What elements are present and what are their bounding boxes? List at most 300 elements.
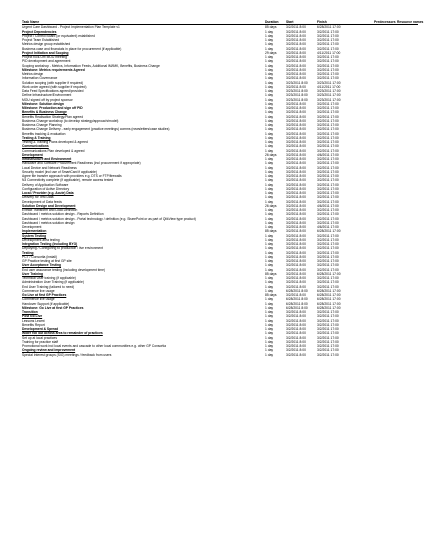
- start-cell: 6/28/2011 8:00: [286, 301, 308, 306]
- start-cell: 3/2/2011 8:00: [286, 110, 306, 115]
- finish-cell: 6/28/2011 17:00: [317, 288, 341, 293]
- start-cell: 3/2/2011 8:00: [286, 46, 306, 51]
- task-name-cell: GP Practice testing at first GP site: [22, 259, 72, 263]
- finish-cell: 3/2/2011 17:00: [317, 29, 339, 34]
- task-name-cell: Delivery for Test Data: [22, 195, 54, 200]
- finish-cell: 3/2/2011 17:00: [317, 267, 339, 272]
- finish-cell: 6/28/2011 17:00: [317, 297, 341, 302]
- finish-cell: 3/2/2011 17:00: [317, 310, 339, 314]
- start-cell: 3/2/2011 8:00: [286, 220, 306, 225]
- finish-cell: 3/2/2011 17:00: [317, 242, 339, 246]
- finish-cell: 3/2/2011 17:00: [317, 339, 339, 344]
- start-cell: 3/23/2011 8:00: [286, 93, 308, 98]
- task-name-cell: Set up at local practices: [22, 335, 58, 340]
- duration-cell: 1 day: [265, 288, 274, 293]
- duration-cell: 1 day: [265, 237, 274, 242]
- task-name-cell: Metrics design group established: [22, 42, 71, 47]
- start-cell: 3/2/2011 8:00: [286, 229, 306, 234]
- finish-cell: 3/2/2011 17:00: [317, 114, 339, 119]
- duration-cell: 1 day: [265, 165, 274, 170]
- task-name-cell: Local / Provider (e.g. Acute) Data: [22, 191, 74, 195]
- task-name-cell: PCT / Consortia (install): [22, 254, 57, 259]
- task-name-cell: Implementation: [22, 229, 47, 234]
- duration-cell: 1 day: [265, 169, 274, 174]
- duration-cell: 1 day: [265, 46, 274, 51]
- finish-cell: 3/2/2011 17:00: [317, 131, 339, 136]
- finish-cell: 3/2/2011 17:00: [317, 280, 339, 285]
- start-cell: 3/2/2011 8:00: [286, 59, 306, 64]
- task-name-cell: Testing & Training Plans developed & agreed: [22, 140, 88, 144]
- task-name-cell: End User Training (tailored to need): [22, 284, 75, 289]
- duration-cell: 1 day: [265, 318, 274, 323]
- start-cell: 3/2/2011 8:00: [286, 276, 306, 280]
- duration-cell: 1 day: [265, 80, 274, 85]
- duration-cell: 1 day: [265, 118, 274, 123]
- start-cell: 3/2/2011 8:00: [286, 246, 306, 251]
- start-cell: 3/2/2011 8:00: [286, 131, 306, 136]
- task-name-cell: Commence live usage: [22, 288, 55, 293]
- task-name-cell: Communications: [22, 144, 49, 149]
- task-name-cell: Development: [22, 152, 43, 157]
- task-name-cell: Delivery of Application Software: [22, 182, 69, 187]
- task-name-cell: Project Initiation and Scoping: [22, 50, 69, 55]
- duration-cell: 1 day: [265, 339, 274, 344]
- start-cell: 3/2/2011 8:00: [286, 271, 306, 276]
- start-cell: 3/23/2011 8:00: [286, 80, 308, 85]
- start-cell: 3/2/2011 8:00: [286, 344, 306, 348]
- duration-cell: 1 day: [265, 93, 274, 98]
- duration-cell: 1 day: [265, 131, 274, 136]
- task-name-cell: User Training: [22, 271, 44, 276]
- finish-cell: 3/2/2011 17:00: [317, 148, 339, 153]
- finish-cell: 3/2/2011 17:00: [317, 208, 339, 212]
- finish-cell: 3/2/2011 17:00: [317, 254, 339, 259]
- duration-cell: 1 day: [265, 267, 274, 272]
- finish-cell: 3/2/2011 17:00: [317, 165, 339, 170]
- duration-cell: 1 day: [265, 242, 274, 246]
- task-name-cell: Local Device and Network Readiness: [22, 165, 77, 170]
- finish-cell: 4/11/2011 17:00: [317, 84, 341, 89]
- duration-cell: 29 days: [265, 50, 277, 55]
- start-cell: 3/23/2011 8:00: [286, 89, 308, 93]
- duration-cell: 1 day: [265, 195, 274, 200]
- finish-cell: 6/28/2011 17:00: [317, 229, 341, 234]
- task-name-cell: Extract Transform and Load Definition: [22, 208, 78, 212]
- duration-cell: 1 day: [265, 297, 274, 302]
- start-cell: 3/2/2011 8:00: [286, 242, 306, 246]
- duration-cell: 85 days: [265, 293, 277, 297]
- start-cell: 3/2/2011 8:00: [286, 135, 306, 140]
- task-name-cell: Testing: [22, 250, 34, 255]
- task-name-cell: Technical User training (if applicable): [22, 276, 76, 280]
- duration-cell: 1 day: [265, 67, 274, 72]
- duration-cell: 1 day: [265, 335, 274, 340]
- duration-cell: 1 day: [265, 157, 274, 161]
- duration-cell: 1 day: [265, 199, 274, 204]
- duration-cell: 1 day: [265, 216, 274, 221]
- duration-cell: 85 days: [265, 25, 277, 30]
- duration-cell: 1 day: [265, 33, 274, 38]
- task-name-cell: Training for practice staff: [22, 339, 59, 344]
- duration-cell: 1 day: [265, 212, 274, 217]
- start-cell: 3/2/2011 8:00: [286, 101, 306, 106]
- finish-cell: 6/28/2011 17:00: [317, 25, 341, 30]
- task-name-cell: Development area testing: [22, 237, 60, 242]
- duration-cell: 1 day: [265, 310, 274, 314]
- duration-cell: 1 day: [265, 59, 274, 64]
- column-header-resource-names: Resource names: [397, 20, 424, 24]
- duration-cell: 1 day: [265, 144, 274, 149]
- task-name-cell: Milestone: Go Live at first GP Practices: [22, 305, 84, 310]
- finish-cell: 3/2/2011 17:00: [317, 212, 339, 217]
- task-name-cell: Define Infrastructure/Environment: [22, 93, 72, 98]
- duration-cell: 1 day: [265, 254, 274, 259]
- start-cell: 6/28/2011 8:00: [286, 305, 308, 310]
- start-cell: 3/2/2011 8:00: [286, 331, 306, 336]
- duration-cell: 1 day: [265, 110, 274, 115]
- task-name-cell: Special Interest groups (SIG) meetings / feedback from users: [22, 352, 112, 357]
- task-name-cell: Development & Spread: [22, 327, 59, 331]
- project-plan-table: [22, 20, 424, 357]
- task-name-cell: Business Change workshop (to develop strategy/approach/model): [22, 118, 119, 123]
- column-header-task-name: Task Name: [22, 20, 40, 24]
- duration-cell: 1 day: [265, 233, 274, 238]
- finish-cell: 4/6/2011 17:00: [317, 152, 339, 157]
- start-cell: 3/2/2011 8:00: [286, 263, 306, 268]
- duration-cell: 1 day: [265, 114, 274, 119]
- task-name-cell: Post Go Live: [22, 314, 43, 319]
- task-name-cell: Go Live at first GP Practices: [22, 293, 67, 297]
- start-cell: 3/2/2011 8:00: [286, 280, 306, 285]
- duration-cell: 1 day: [265, 280, 274, 285]
- start-cell: 3/2/2011 8:00: [286, 148, 306, 153]
- finish-cell: 3/2/2011 17:00: [317, 220, 339, 225]
- column-header-finish: Finish: [317, 20, 327, 24]
- duration-cell: 1 day: [265, 314, 274, 319]
- start-cell: 6/28/2011 8:00: [286, 288, 308, 293]
- start-cell: 3/2/2011 8:00: [286, 63, 306, 68]
- finish-cell: 3/2/2011 17:00: [317, 67, 339, 72]
- finish-cell: 6/28/2011 17:00: [317, 293, 341, 297]
- start-cell: 3/2/2011 8:00: [286, 216, 306, 221]
- duration-cell: 1 day: [265, 191, 274, 195]
- finish-cell: 3/2/2011 17:00: [317, 335, 339, 340]
- task-name-cell: End user assurance testing (including development time): [22, 267, 106, 272]
- finish-cell: 3/23/2011 17:00: [317, 93, 341, 98]
- start-cell: 3/2/2011 8:00: [286, 259, 306, 263]
- task-name-cell: Project Kick-Off/ MOU meeting: [22, 55, 68, 59]
- finish-cell: 3/2/2011 17:00: [317, 195, 339, 200]
- duration-cell: 1 day: [265, 97, 274, 102]
- start-cell: 3/2/2011 8:00: [286, 339, 306, 344]
- duration-cell: 1 day: [265, 174, 274, 178]
- finish-cell: 3/2/2011 17:00: [317, 259, 339, 263]
- finish-cell: 3/2/2011 17:00: [317, 157, 339, 161]
- finish-cell: 3/2/2011 17:00: [317, 186, 339, 191]
- start-cell: 3/2/2011 8:00: [286, 318, 306, 323]
- task-name-cell: Data Feed Specifications agreed/provided: [22, 89, 84, 93]
- task-name-cell: Benefits Report: [22, 322, 45, 327]
- task-name-cell: Project Dependencies: [22, 29, 57, 34]
- start-cell: 6/28/2011 8:00: [286, 297, 308, 302]
- start-cell: 3/2/2011 8:00: [286, 293, 306, 297]
- task-name-cell: Development of Data feeds: [22, 199, 62, 204]
- task-name-cell: Metrics design: [22, 72, 44, 76]
- task-name-cell: Business Change Delivery - early engagement (practice meetings) comms (newsletters/case studies): [22, 127, 170, 132]
- finish-cell: 3/2/2011 17:00: [317, 263, 339, 268]
- finish-cell: 3/2/2011 17:00: [317, 140, 339, 144]
- task-name-cell: Project Team Established: [22, 38, 60, 42]
- task-name-cell: N3 Connectivity complete (if applicable), remote access tested: [22, 178, 114, 183]
- finish-cell: 3/2/2011 17:00: [317, 59, 339, 64]
- duration-cell: 1 day: [265, 42, 274, 47]
- start-cell: 3/2/2011 8:00: [286, 38, 306, 42]
- finish-cell: 3/2/2011 17:00: [317, 135, 339, 140]
- finish-cell: 3/2/2011 17:00: [317, 118, 339, 123]
- task-name-cell: Business Change Planning: [22, 123, 62, 127]
- duration-cell: 1 day: [265, 106, 274, 110]
- start-cell: 3/2/2011 8:00: [286, 237, 306, 242]
- finish-cell: 3/2/2011 17:00: [317, 246, 339, 251]
- table-body: [22, 25, 418, 357]
- task-name-cell: Scoping workshop - Metrics, Information Feeds, Additional IM/IMK, Benefits, Business Change: [22, 63, 160, 68]
- start-cell: 3/2/2011 8:00: [286, 335, 306, 340]
- finish-cell: 3/2/2011 17:00: [317, 46, 339, 51]
- start-cell: 3/2/2011 8:00: [286, 182, 306, 187]
- finish-cell: 4/6/2011 17:00: [317, 203, 339, 208]
- finish-cell: 3/2/2011 17:00: [317, 144, 339, 149]
- finish-cell: 3/2/2011 17:00: [317, 314, 339, 319]
- task-name-cell: Milestone: Production and sign off PID: [22, 106, 83, 110]
- duration-cell: 1 day: [265, 84, 274, 89]
- task-name-cell: User Acceptance Testing: [22, 263, 62, 268]
- start-cell: 3/2/2011 8:00: [286, 174, 306, 178]
- duration-cell: 85 days: [265, 229, 277, 234]
- start-cell: 3/2/2011 8:00: [286, 208, 306, 212]
- duration-cell: 1 day: [265, 72, 274, 76]
- finish-cell: 3/2/2011 17:00: [317, 216, 339, 221]
- start-cell: 3/2/2011 8:00: [286, 169, 306, 174]
- start-cell: 3/2/2011 8:00: [286, 186, 306, 191]
- duration-cell: 1 day: [265, 348, 274, 353]
- finish-cell: 3/2/2011 17:00: [317, 318, 339, 323]
- start-cell: 3/2/2011 8:00: [286, 225, 306, 229]
- task-name-cell: Hardware and Software Procurement Readiness (incl procurement if appropriate): [22, 161, 141, 166]
- task-name-cell: Deploying / Configuring to production / live environment: [22, 246, 104, 251]
- start-cell: 3/2/2011 8:00: [286, 199, 306, 204]
- start-cell: 3/2/2011 8:00: [286, 55, 306, 59]
- finish-cell: 3/2/2011 17:00: [317, 327, 339, 331]
- task-name-cell: Benefits & Business Change: [22, 110, 67, 115]
- start-cell: 3/2/2011 8:00: [286, 352, 306, 357]
- duration-cell: 1 day: [265, 276, 274, 280]
- start-cell: 3/2/2011 8:00: [286, 191, 306, 195]
- finish-cell: 3/2/2011 17:00: [317, 161, 339, 166]
- start-cell: 3/2/2011 8:00: [286, 118, 306, 123]
- duration-cell: 1 day: [265, 301, 274, 306]
- task-name-cell: Promotional work incl local events and cascade to other local communities e.g. other GP Consortia: [22, 344, 166, 348]
- duration-cell: 1 day: [265, 135, 274, 140]
- duration-cell: 1 day: [265, 161, 274, 166]
- duration-cell: 1 day: [265, 284, 274, 289]
- finish-cell: 3/2/2011 17:00: [317, 76, 339, 81]
- start-cell: 3/2/2011 8:00: [286, 233, 306, 238]
- finish-cell: 3/2/2011 17:00: [317, 33, 339, 38]
- start-cell: 3/2/2011 8:00: [286, 114, 306, 119]
- finish-cell: 6/28/2011 17:00: [317, 271, 341, 276]
- task-name-cell: Solution Design and Development: [22, 203, 76, 208]
- start-cell: 3/2/2011 8:00: [286, 161, 306, 166]
- start-cell: 3/2/2011 8:00: [286, 42, 306, 47]
- task-name-cell: Dashboard / metrics solution design: [22, 220, 75, 225]
- finish-cell: 3/2/2011 17:00: [317, 72, 339, 76]
- finish-cell: 3/2/2011 17:00: [317, 276, 339, 280]
- task-name-cell: Dashboard / metrics solution design - Reports Definition: [22, 212, 104, 217]
- finish-cell: 3/2/2011 17:00: [317, 250, 339, 255]
- duration-cell: 26 days: [265, 203, 277, 208]
- finish-cell: 3/2/2011 17:00: [317, 284, 339, 289]
- start-cell: 3/2/2011 8:00: [286, 29, 306, 34]
- start-cell: 3/2/2011 8:00: [286, 322, 306, 327]
- task-name-cell: Handover Support (if applicable): [22, 301, 70, 306]
- start-cell: 3/2/2011 8:00: [286, 72, 306, 76]
- column-header-predecessors: Predecessors: [374, 20, 396, 24]
- task-name-cell: Benefits Realisation Strategy/Plan agreed: [22, 114, 84, 119]
- finish-cell: 3/2/2011 17:00: [317, 169, 339, 174]
- task-name-cell: Solution scoping (with supplier if required): [22, 80, 84, 85]
- duration-cell: 1 day: [265, 186, 274, 191]
- task-name-cell: Development: [22, 225, 42, 229]
- finish-cell: 3/2/2011 17:00: [317, 182, 339, 187]
- finish-cell: 3/2/2011 17:00: [317, 331, 339, 336]
- task-name-cell: Milestone: Solution design: [22, 101, 64, 106]
- start-cell: 3/2/2011 8:00: [286, 127, 306, 132]
- finish-cell: 3/2/2011 17:00: [317, 42, 339, 47]
- task-name-cell: Administration User Training (if applicable): [22, 280, 84, 285]
- duration-cell: 1 day: [265, 76, 274, 81]
- duration-cell: 1 day: [265, 127, 274, 132]
- start-cell: 3/2/2011 8:00: [286, 314, 306, 319]
- duration-cell: 1 day: [265, 322, 274, 327]
- task-name-cell: Dashboard / metrics solution design - Portal technology / definition (e.g. SharePoint or as part of QlikView type product): [22, 216, 196, 221]
- start-cell: 3/23/2011 8:00: [286, 97, 308, 102]
- start-cell: 3/2/2011 8:00: [286, 76, 306, 81]
- start-cell: 3/2/2011 8:00: [286, 212, 306, 217]
- start-cell: 3/2/2011 8:00: [286, 25, 306, 30]
- duration-cell: 1 day: [265, 246, 274, 251]
- finish-cell: 3/2/2011 17:00: [317, 101, 339, 106]
- start-cell: 3/2/2011 8:00: [286, 165, 306, 170]
- finish-cell: 3/2/2011 17:00: [317, 110, 339, 115]
- finish-cell: 3/2/2011 17:00: [317, 127, 339, 132]
- start-cell: 3/2/2011 8:00: [286, 348, 306, 353]
- task-name-cell: Configuration of Active Directory: [22, 186, 70, 191]
- finish-cell: 3/2/2011 17:00: [317, 106, 339, 110]
- duration-cell: 1 day: [265, 123, 274, 127]
- task-name-cell: Commence live usage: [22, 297, 55, 302]
- task-name-cell: Business case and financials in place for procurement (if applicable): [22, 46, 122, 51]
- duration-cell: 1 day: [265, 140, 274, 144]
- finish-cell: 6/28/2011 17:00: [317, 305, 341, 310]
- start-cell: 3/2/2011 8:00: [286, 140, 306, 144]
- task-name-cell: Urgent Care Dashboard - Project Implementation Plan Template v1: [22, 25, 120, 30]
- duration-cell: 1 day: [265, 220, 274, 225]
- task-name-cell: Information Governance: [22, 76, 58, 81]
- task-name-cell: Infrastructure and Environment: [22, 157, 72, 161]
- task-name-cell: Milestone: Metrics requirements Agreed: [22, 67, 85, 72]
- start-cell: 3/2/2011 8:00: [286, 67, 306, 72]
- column-header-start: Start: [286, 20, 294, 24]
- task-name-cell: Lessons Learnt: [22, 318, 45, 323]
- start-cell: 3/2/2011 8:00: [286, 195, 306, 200]
- start-cell: 3/2/2011 8:00: [286, 152, 306, 157]
- start-cell: 3/2/2011 8:00: [286, 267, 306, 272]
- finish-cell: 3/23/2011 17:00: [317, 97, 341, 102]
- duration-cell: 1 day: [265, 327, 274, 331]
- duration-cell: 1 day: [265, 63, 274, 68]
- finish-cell: 3/2/2011 17:00: [317, 174, 339, 178]
- finish-cell: 3/2/2011 17:00: [317, 191, 339, 195]
- duration-cell: 1 day: [265, 208, 274, 212]
- task-name-cell: System Testing: [22, 233, 47, 238]
- start-cell: 3/2/2011 8:00: [286, 284, 306, 289]
- finish-cell: 4/11/2011 17:00: [317, 50, 341, 55]
- column-header-duration: Duration: [265, 20, 279, 24]
- task-name-cell: Testing & Training: [22, 135, 51, 140]
- duration-cell: 1 day: [265, 178, 274, 183]
- finish-cell: 3/2/2011 17:00: [317, 352, 339, 357]
- task-name-cell: Ongoing review and improvement: [22, 348, 76, 353]
- task-name-cell: Work order agreed (with supplier if required): [22, 84, 87, 89]
- duration-cell: 1 day: [265, 55, 274, 59]
- duration-cell: 1 day: [265, 263, 274, 268]
- finish-cell: 3/23/2011 17:00: [317, 80, 341, 85]
- task-name-cell: PID development and agreement: [22, 59, 71, 64]
- duration-cell: 26 days: [265, 152, 277, 157]
- finish-cell: 3/2/2011 17:00: [317, 322, 339, 327]
- start-cell: 3/2/2011 8:00: [286, 144, 306, 149]
- duration-cell: 1 day: [265, 38, 274, 42]
- start-cell: 3/2/2011 8:00: [286, 250, 306, 255]
- duration-cell: 1 day: [265, 29, 274, 34]
- duration-cell: 1 day: [265, 305, 274, 310]
- task-name-cell: Transition: [22, 310, 38, 314]
- duration-cell: 1 day: [265, 148, 274, 153]
- start-cell: 3/2/2011 8:00: [286, 178, 306, 183]
- task-name-cell: Integration Testing (Including BYO): [22, 242, 78, 246]
- finish-cell: 4/6/2011 17:00: [317, 225, 339, 229]
- start-cell: 3/2/2011 8:00: [286, 157, 306, 161]
- finish-cell: 3/2/2011 17:00: [317, 178, 339, 183]
- finish-cell: 3/2/2011 17:00: [317, 237, 339, 242]
- task-name-cell: Communications Plan developed & agreed: [22, 148, 85, 153]
- finish-cell: 3/2/2011 17:00: [317, 38, 339, 42]
- start-cell: 3/2/2011 8:00: [286, 327, 306, 331]
- finish-cell: 3/2/2011 17:00: [317, 63, 339, 68]
- start-cell: 3/2/2011 8:00: [286, 123, 306, 127]
- start-cell: 3/2/2011 8:00: [286, 106, 306, 110]
- start-cell: 3/2/2011 8:00: [286, 50, 306, 55]
- finish-cell: 3/23/2011 17:00: [317, 89, 341, 93]
- duration-cell: 1 day: [265, 259, 274, 263]
- start-cell: 3/2/2011 8:00: [286, 84, 306, 89]
- start-cell: 3/2/2011 8:00: [286, 203, 306, 208]
- finish-cell: 3/2/2011 17:00: [317, 344, 339, 348]
- finish-cell: 3/2/2011 17:00: [317, 233, 339, 238]
- finish-cell: 3/2/2011 17:00: [317, 348, 339, 353]
- task-name-cell: Benefits tracking & evaluation: [22, 131, 66, 136]
- table-row: [22, 353, 418, 357]
